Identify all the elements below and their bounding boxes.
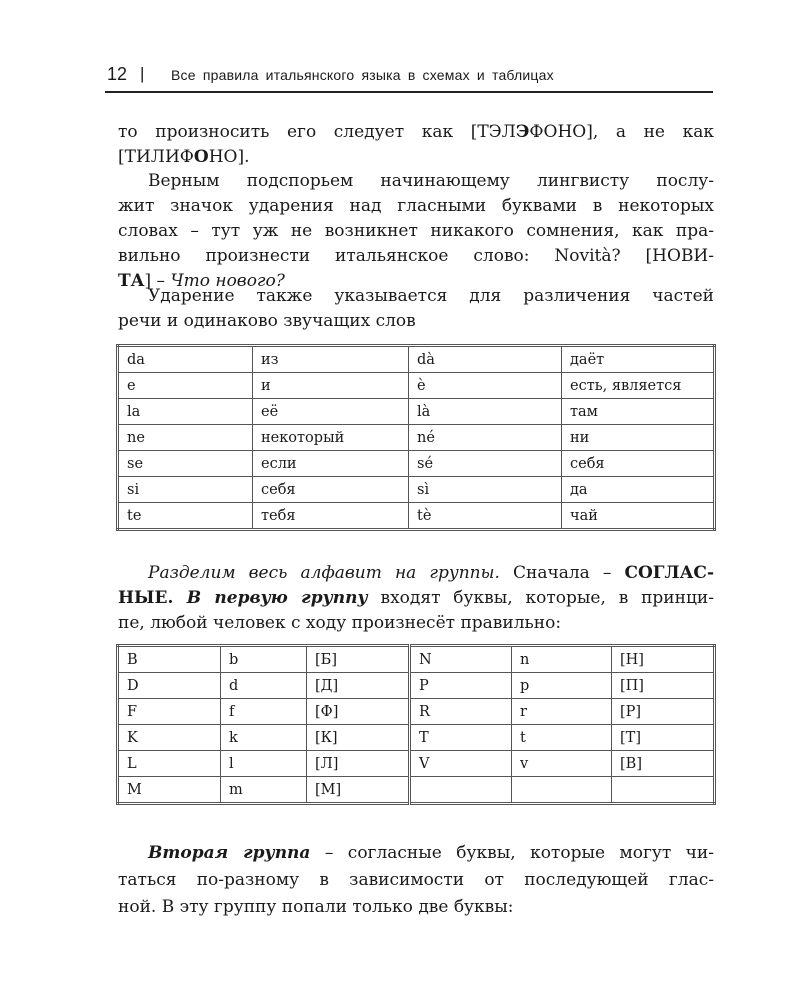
header-separator: | <box>140 64 145 83</box>
table-cell: [В] <box>612 751 715 777</box>
table-cell: dà <box>409 346 562 373</box>
text-line: Верным подспорьем начинающему лингвисту послу- <box>148 171 714 191</box>
table-row <box>118 477 715 503</box>
table-cell: se <box>118 451 253 477</box>
text-line: словах – тут уж не возникнет никакого сомнения, как пра- <box>118 221 714 241</box>
table-cell: sé <box>409 451 562 477</box>
table-cell: тебя <box>253 503 409 530</box>
table-cell: [Д] <box>307 673 410 699</box>
table-cell: [Ф] <box>307 699 410 725</box>
table-cell: k <box>221 725 307 751</box>
page-number: 12 <box>107 64 128 84</box>
table-cell: там <box>562 399 715 425</box>
table-cell: tè <box>409 503 562 530</box>
text-line: пе, любой человек с ходу произнесёт правильно: <box>118 613 562 633</box>
text: НЫЕ. <box>118 588 187 608</box>
table-cell: d <box>221 673 307 699</box>
table-row <box>118 399 715 425</box>
table-cell: [Р] <box>612 699 715 725</box>
table-cell: если <box>253 451 409 477</box>
table-cell: p <box>512 673 612 699</box>
text: СОГЛАС- <box>624 563 715 583</box>
table-cell: là <box>409 399 562 425</box>
table-cell: sì <box>409 477 562 503</box>
table-cell: [П] <box>612 673 715 699</box>
table-cell: è <box>409 373 562 399</box>
table-cell: L <box>118 751 221 777</box>
text-line: Ударение также указывается для различения частей <box>148 286 714 306</box>
table-cell <box>612 777 715 804</box>
text-line: ной. В эту группу попали только две буквы: <box>118 897 514 917</box>
table-cell: даёт <box>562 346 715 373</box>
table-cell: и <box>253 373 409 399</box>
table-cell: из <box>253 346 409 373</box>
translation: Что нового? <box>170 271 285 291</box>
table-cell: n <box>512 646 612 673</box>
stressed-letter: О <box>193 147 209 167</box>
running-header <box>105 62 713 93</box>
paragraph-accent-mark <box>118 169 714 294</box>
table-cell: D <box>118 673 221 699</box>
table-cell: P <box>410 673 512 699</box>
table-cell: себя <box>562 451 715 477</box>
table-cell: чай <box>562 503 715 530</box>
table-row <box>118 451 715 477</box>
text: Сначала – <box>499 563 625 583</box>
text: ] – <box>144 271 171 291</box>
table-cell: N <box>410 646 512 673</box>
table-cell: [Н] <box>612 646 715 673</box>
first-group-consonants-table <box>116 644 716 805</box>
text: Т <box>118 271 131 291</box>
text-line: жит значок ударения над гласными буквами в некоторых <box>118 196 714 216</box>
stressed-letter: Э <box>515 122 530 142</box>
table-row <box>118 725 715 751</box>
table-cell: K <box>118 725 221 751</box>
text: входят буквы, которые, в принци- <box>367 588 714 608</box>
text: ФОНО], а не как <box>529 122 714 142</box>
table-cell: ne <box>118 425 253 451</box>
table-row <box>118 346 715 373</box>
text-line: вильно произнести итальянское слово: Novità? [НОВИ- <box>118 246 714 266</box>
table-row <box>118 425 715 451</box>
table-cell: некоторый <box>253 425 409 451</box>
table-row <box>118 673 715 699</box>
text: В первую группу <box>186 588 368 608</box>
table-cell: [К] <box>307 725 410 751</box>
text: то произносить его следует как [ТЭЛ <box>118 122 516 142</box>
paragraph-consonants-intro <box>118 561 714 636</box>
table-cell <box>512 777 612 804</box>
accent-words-table <box>116 344 716 531</box>
table-cell: [Б] <box>307 646 410 673</box>
paragraph-second-group <box>118 840 714 921</box>
book-title: Все правила итальянского языка в схемах и таблицах <box>171 67 554 83</box>
table-cell: t <box>512 725 612 751</box>
table-cell: né <box>409 425 562 451</box>
table-cell: f <box>221 699 307 725</box>
table-cell: V <box>410 751 512 777</box>
table-cell: b <box>221 646 307 673</box>
table-row <box>118 751 715 777</box>
table-cell: r <box>512 699 612 725</box>
text: НО]. <box>208 147 250 167</box>
table-cell: себя <box>253 477 409 503</box>
table-cell: la <box>118 399 253 425</box>
table-row <box>118 699 715 725</box>
table-cell: l <box>221 751 307 777</box>
table-cell: да <box>562 477 715 503</box>
table-cell: m <box>221 777 307 804</box>
table-cell: есть, является <box>562 373 715 399</box>
table-cell: R <box>410 699 512 725</box>
table-cell: v <box>512 751 612 777</box>
stressed-letter: А <box>130 271 145 291</box>
text-line: таться по-разному в зависимости от последующей глас- <box>118 870 714 890</box>
table-cell: te <box>118 503 253 530</box>
table-cell: [М] <box>307 777 410 804</box>
table-row <box>118 503 715 530</box>
table-cell: F <box>118 699 221 725</box>
table-cell: B <box>118 646 221 673</box>
text: – согласные буквы, которые могут чи- <box>310 843 714 863</box>
paragraph-homonyms <box>118 284 714 334</box>
table-row <box>118 373 715 399</box>
table-cell: [Л] <box>307 751 410 777</box>
table-cell <box>410 777 512 804</box>
table-cell: da <box>118 346 253 373</box>
table-cell: M <box>118 777 221 804</box>
table-cell: e <box>118 373 253 399</box>
text: Разделим весь алфавит на группы. <box>148 563 500 583</box>
table-cell: [Т] <box>612 725 715 751</box>
table-cell: ни <box>562 425 715 451</box>
table-cell: si <box>118 477 253 503</box>
text-line: речи и одинаково звучащих слов <box>118 311 416 331</box>
paragraph-pronunciation <box>118 120 714 170</box>
table-row <box>118 646 715 673</box>
table-cell: её <box>253 399 409 425</box>
table-row <box>118 777 715 804</box>
text: [ТИЛИФ <box>118 147 194 167</box>
table-cell: T <box>410 725 512 751</box>
text: Вторая группа <box>148 843 311 863</box>
